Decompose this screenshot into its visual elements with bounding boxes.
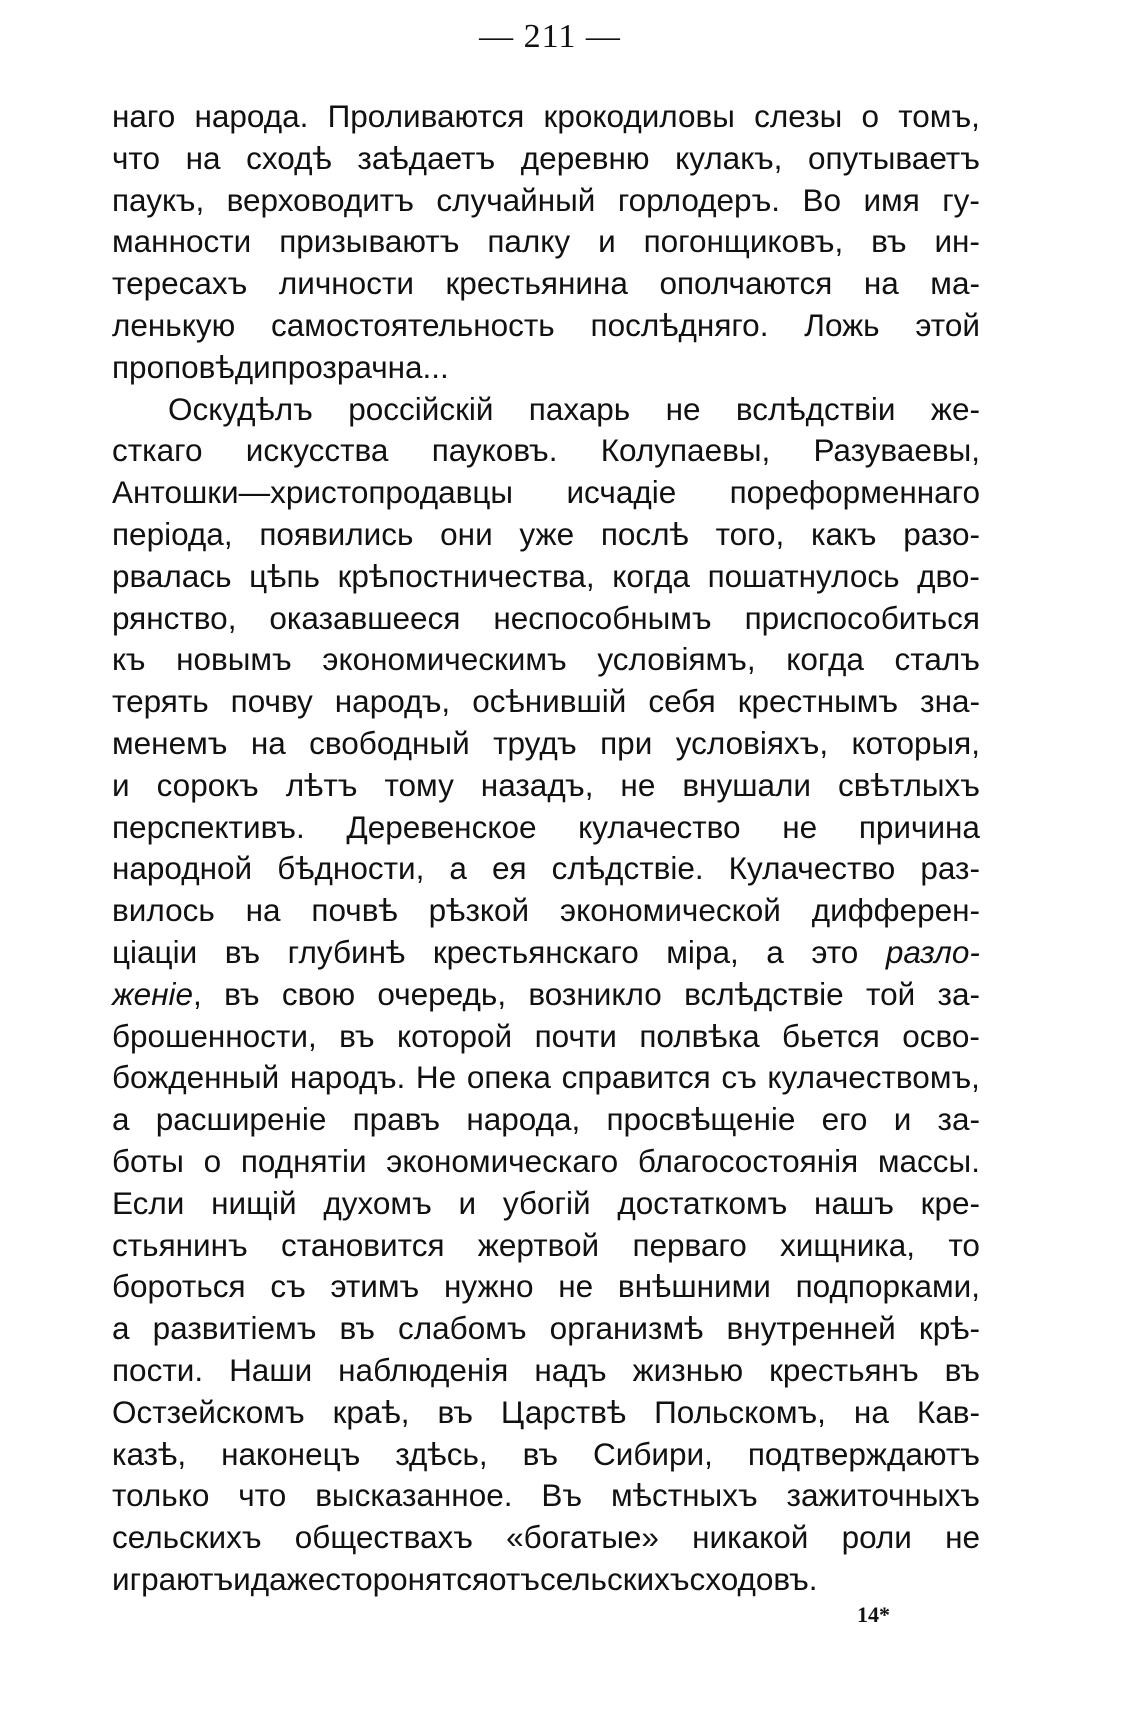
word: Во [802, 181, 841, 218]
word: надъ [534, 1351, 607, 1388]
word: даже [250, 1560, 326, 1597]
word: тому [384, 766, 454, 803]
word: пости. [112, 1351, 204, 1388]
word: почти [534, 1017, 617, 1054]
word: россійскій [348, 390, 494, 427]
word: бьется [782, 1017, 880, 1054]
word: Проливаются [327, 98, 525, 134]
word: этой [915, 306, 980, 343]
word: народа, [466, 1101, 581, 1138]
word: проповѣди [112, 348, 271, 385]
word: на [863, 265, 899, 302]
text-line [112, 1225, 980, 1267]
word: бороться [112, 1268, 246, 1305]
word: и [598, 223, 616, 260]
word: свободный [309, 724, 470, 761]
word: перспективъ. [112, 808, 305, 845]
word: при [600, 724, 653, 761]
word: случайный [436, 181, 596, 218]
word: цѣпь [249, 557, 320, 594]
word: не [620, 766, 656, 803]
word: здѣсь, [395, 1435, 488, 1472]
word: кулакъ, [675, 139, 783, 176]
word: искусства [245, 432, 389, 469]
word: горлодеръ. [617, 181, 781, 218]
word: наконецъ [221, 1435, 361, 1472]
word: новымъ [176, 641, 292, 678]
word: манности [112, 223, 252, 260]
word: Въ [541, 1477, 583, 1514]
word: пауковъ. [431, 432, 558, 469]
text-line [112, 1475, 980, 1517]
text-line [112, 430, 980, 472]
word: кре- [920, 1184, 980, 1221]
word: на [185, 139, 221, 176]
word: когда [612, 557, 690, 594]
word: ин- [934, 223, 980, 260]
text-line [112, 472, 980, 514]
word: экономической [560, 892, 781, 929]
text-line [112, 723, 980, 765]
word: внѣшними [617, 1268, 771, 1305]
text-line [112, 1057, 980, 1099]
word: народа. [194, 98, 309, 134]
text-line [112, 305, 980, 347]
word: деревню [520, 139, 650, 176]
word: сорокъ [156, 766, 259, 803]
word: крокодиловы [543, 98, 735, 134]
word: менемъ [112, 724, 228, 761]
word: крестьянскаго [432, 933, 639, 970]
word: рвалась [112, 557, 232, 594]
word: въ [224, 933, 261, 970]
word: личности [278, 265, 414, 302]
word: и [233, 1560, 251, 1597]
word: стьянинъ [112, 1226, 248, 1263]
word: сткаго [112, 432, 203, 469]
word: экономическимъ [322, 641, 567, 678]
word: гу- [942, 181, 980, 218]
text-line [112, 1266, 980, 1308]
text-line [112, 1517, 980, 1559]
word: божденный [112, 1059, 280, 1096]
word: появились [259, 515, 414, 552]
word: имя [863, 181, 920, 218]
word: пахарь [528, 390, 631, 427]
word: условіяхъ, [675, 724, 829, 761]
word: за- [937, 975, 980, 1012]
word: развитіемъ [152, 1310, 317, 1347]
word: раз- [920, 850, 980, 887]
word: хищника, [780, 1226, 916, 1263]
word: послѣ [600, 515, 689, 552]
text-line [112, 765, 980, 807]
word: паукъ, [112, 181, 205, 218]
word: что [112, 139, 161, 176]
word: почвѣ [311, 892, 398, 929]
word: періода, [112, 515, 233, 552]
word: Кулачество [728, 850, 896, 887]
word: этимъ [330, 1268, 420, 1305]
word: въ [224, 975, 260, 1012]
word: почву [230, 683, 313, 720]
word: возникло [528, 975, 662, 1012]
word: той [866, 975, 916, 1012]
word: боты [112, 1142, 184, 1179]
text-line [112, 807, 980, 849]
word: ополчаются [659, 265, 833, 302]
text-line [112, 974, 980, 1016]
word: не [665, 390, 701, 427]
word: внушали [682, 766, 811, 803]
word: разо- [903, 515, 980, 552]
word: жертвой [477, 1226, 600, 1263]
word: женіе, [112, 974, 202, 1016]
word: просвѣщеніе [606, 1101, 796, 1138]
word: условіямъ, [597, 641, 756, 678]
word: Наши [229, 1351, 313, 1388]
text-line [112, 639, 980, 681]
body-text [112, 96, 980, 1601]
word: осѣнившій [472, 683, 627, 720]
text-line [112, 1183, 980, 1225]
word: массы. [877, 1142, 980, 1179]
word: экономическаго [386, 1142, 619, 1179]
word: за- [937, 1101, 980, 1138]
word: кулачество [578, 808, 741, 845]
word: сталъ [894, 641, 980, 678]
word: послѣдняго. [590, 306, 769, 343]
word: народъ. [289, 1059, 406, 1096]
word: съ [721, 1059, 757, 1096]
text-line [112, 1392, 980, 1434]
word: неспособнымъ [493, 599, 712, 636]
word: Сибири, [592, 1435, 713, 1472]
word: крѣпостничества, [337, 557, 595, 594]
word: вслѣдствіи [735, 390, 896, 427]
word: къ [112, 641, 146, 678]
word: благосостоянія [637, 1142, 859, 1179]
word: это [811, 933, 859, 970]
word: терять [112, 683, 209, 720]
word: а [766, 933, 784, 970]
word: ціаціи [112, 933, 198, 970]
text-line [112, 932, 980, 974]
word: о [861, 98, 879, 134]
text-line [112, 1434, 980, 1476]
text-line [112, 221, 980, 263]
word: Разуваевы, [813, 432, 980, 469]
word: когда [786, 641, 864, 678]
text-line [112, 347, 980, 389]
word: свѣтлыхъ [837, 766, 980, 803]
word: полвѣка [639, 1017, 760, 1054]
word: свою [281, 975, 356, 1012]
word: о [203, 1142, 222, 1179]
word: и [112, 766, 130, 803]
word: на [250, 724, 286, 761]
word: верховодитъ [226, 181, 414, 218]
word: самостоятельность [271, 306, 555, 343]
word: жизнью [632, 1351, 744, 1388]
text-line [112, 848, 980, 890]
italic-word: женіе [112, 975, 194, 1012]
text-line [112, 598, 980, 640]
page-number: — 211 — [479, 18, 621, 55]
text-line [112, 263, 980, 305]
word: прозрачна... [270, 348, 449, 385]
word: крестнымъ [737, 683, 899, 720]
word: ленькую [112, 306, 236, 343]
text-line [112, 681, 980, 723]
word: пошатнулось [707, 557, 900, 594]
word: лѣтъ [285, 766, 358, 803]
word: расширеніе [155, 1101, 327, 1138]
word: трудъ [493, 724, 577, 761]
text-line [112, 514, 980, 556]
word: и [458, 1184, 477, 1221]
text-line [112, 1016, 980, 1058]
word: пореформеннаго [729, 474, 980, 511]
word: не [782, 808, 818, 845]
text-line [112, 1350, 980, 1392]
word: отъ [489, 1560, 540, 1597]
word: осво- [902, 1017, 980, 1054]
text-line [112, 389, 980, 431]
word: правъ [352, 1101, 441, 1138]
word: глубинѣ [287, 933, 406, 970]
text-line [112, 556, 980, 598]
word: наго [112, 98, 176, 134]
word: слезы [754, 98, 843, 134]
word: сходовъ. [689, 1560, 818, 1597]
word: Колупаевы, [600, 432, 771, 469]
word: на [853, 1393, 889, 1430]
word: въ [339, 1017, 375, 1054]
word: духомъ [323, 1184, 432, 1221]
word: и [893, 1101, 912, 1138]
word: причина [858, 808, 980, 845]
word: исчадіе [566, 474, 677, 511]
word: то [948, 1226, 980, 1263]
word: Кав- [916, 1393, 980, 1430]
word: Остзейскомъ [112, 1393, 305, 1430]
word: а [449, 850, 467, 887]
word: себя [648, 683, 716, 720]
word: не [945, 1519, 980, 1556]
word: подпорками, [795, 1268, 980, 1305]
word: уже [519, 515, 575, 552]
word: казѣ, [112, 1435, 187, 1472]
text-line [112, 138, 980, 180]
word: нищій [211, 1184, 297, 1221]
word: дво- [917, 557, 980, 594]
paragraph [112, 96, 980, 389]
word: справится [561, 1059, 711, 1096]
word: палку [487, 223, 571, 260]
word: опека [466, 1059, 551, 1096]
paragraph [112, 389, 980, 1601]
word: томъ, [898, 98, 980, 134]
word: призываютъ [279, 223, 460, 260]
word: въ [339, 1310, 375, 1347]
word: ма- [930, 265, 980, 302]
word: крѣ- [918, 1310, 980, 1347]
word: же- [930, 390, 980, 427]
word: нашъ [814, 1184, 894, 1221]
word: Ложь [804, 306, 880, 343]
word: того, [715, 515, 785, 552]
word: они [440, 515, 493, 552]
word: заѣдаетъ [357, 139, 496, 176]
word: слѣдствіе. [551, 850, 704, 887]
text-line [112, 890, 980, 932]
word: какъ [811, 515, 877, 552]
word: а [112, 1310, 130, 1347]
text-line [112, 96, 980, 138]
word: народъ, [334, 683, 451, 720]
text-line [112, 1141, 980, 1183]
word: слабомъ [398, 1310, 527, 1347]
word: на [245, 892, 281, 929]
word: организмѣ [549, 1310, 704, 1347]
word: играютъ [112, 1560, 234, 1597]
text-line [112, 1099, 980, 1141]
word: въ [522, 1435, 559, 1472]
text-line [112, 180, 980, 222]
word: Польскомъ, [654, 1393, 826, 1430]
word: его [821, 1101, 868, 1138]
italic-word: разло- [885, 933, 980, 970]
word: зна- [920, 683, 980, 720]
word: очередь, [377, 975, 507, 1012]
word: брошенности, [112, 1017, 317, 1054]
word: которой [396, 1017, 513, 1054]
word: рянство, [112, 599, 237, 636]
word: кулачествомъ, [767, 1059, 980, 1096]
word: подтверждаютъ [747, 1435, 980, 1472]
word: вилось [112, 892, 215, 929]
word: сходѣ [246, 139, 332, 176]
word: тересахъ [112, 265, 248, 302]
word: оказавшееся [269, 599, 461, 636]
word: никакой [692, 1519, 809, 1556]
word: ея [492, 850, 527, 887]
word: опутываетъ [808, 139, 980, 176]
word: краѣ, [332, 1393, 410, 1430]
word: достаткомъ [617, 1184, 788, 1221]
word: «богатые» [506, 1519, 659, 1556]
word: съ [270, 1268, 306, 1305]
word: Антошки—христопродавцы [112, 474, 514, 511]
word: зажиточныхъ [786, 1477, 980, 1514]
word [886, 932, 980, 974]
word: приспособиться [744, 599, 980, 636]
word: въ [871, 223, 907, 260]
word: обществахъ [294, 1519, 473, 1556]
word: Оскудѣлъ [168, 390, 313, 427]
word: высказанное. [315, 1477, 513, 1514]
word: міра, [666, 933, 739, 970]
word: народной [112, 850, 253, 887]
word: только [112, 1477, 210, 1514]
word: сторонятся [325, 1560, 489, 1597]
word: а [112, 1101, 130, 1138]
word: въ [437, 1393, 473, 1430]
word: мѣстныхъ [611, 1477, 758, 1514]
word: внутренней [726, 1310, 896, 1347]
word: вслѣдствіе [684, 975, 844, 1012]
word: Царствѣ [500, 1393, 627, 1430]
word: сельскихъ [112, 1519, 262, 1556]
word: роли [841, 1519, 912, 1556]
word: становится [281, 1226, 445, 1263]
word: Если [112, 1184, 185, 1221]
word: рѣзкой [428, 892, 530, 929]
word: крестьянина [445, 265, 628, 302]
word: поднятіи [240, 1142, 367, 1179]
word: сельскихъ [539, 1560, 690, 1597]
printer-signature-mark: 14* [857, 1602, 890, 1627]
word: что [238, 1477, 287, 1514]
word: Деревенское [346, 808, 537, 845]
word: Не [415, 1059, 457, 1096]
text-line [112, 1308, 980, 1350]
word: крестьянъ [769, 1351, 919, 1388]
word: назадъ, [480, 766, 594, 803]
word: которыя, [851, 724, 980, 761]
word: бѣдности, [277, 850, 425, 887]
word: не [558, 1268, 594, 1305]
word: перваго [632, 1226, 747, 1263]
word: въ [944, 1351, 980, 1388]
word: погонщиковъ, [643, 223, 844, 260]
word: дифферен- [811, 892, 980, 929]
word: нужно [444, 1268, 534, 1305]
word: наблюденія [338, 1351, 509, 1388]
text-line [112, 1559, 980, 1601]
word: убогій [502, 1184, 591, 1221]
